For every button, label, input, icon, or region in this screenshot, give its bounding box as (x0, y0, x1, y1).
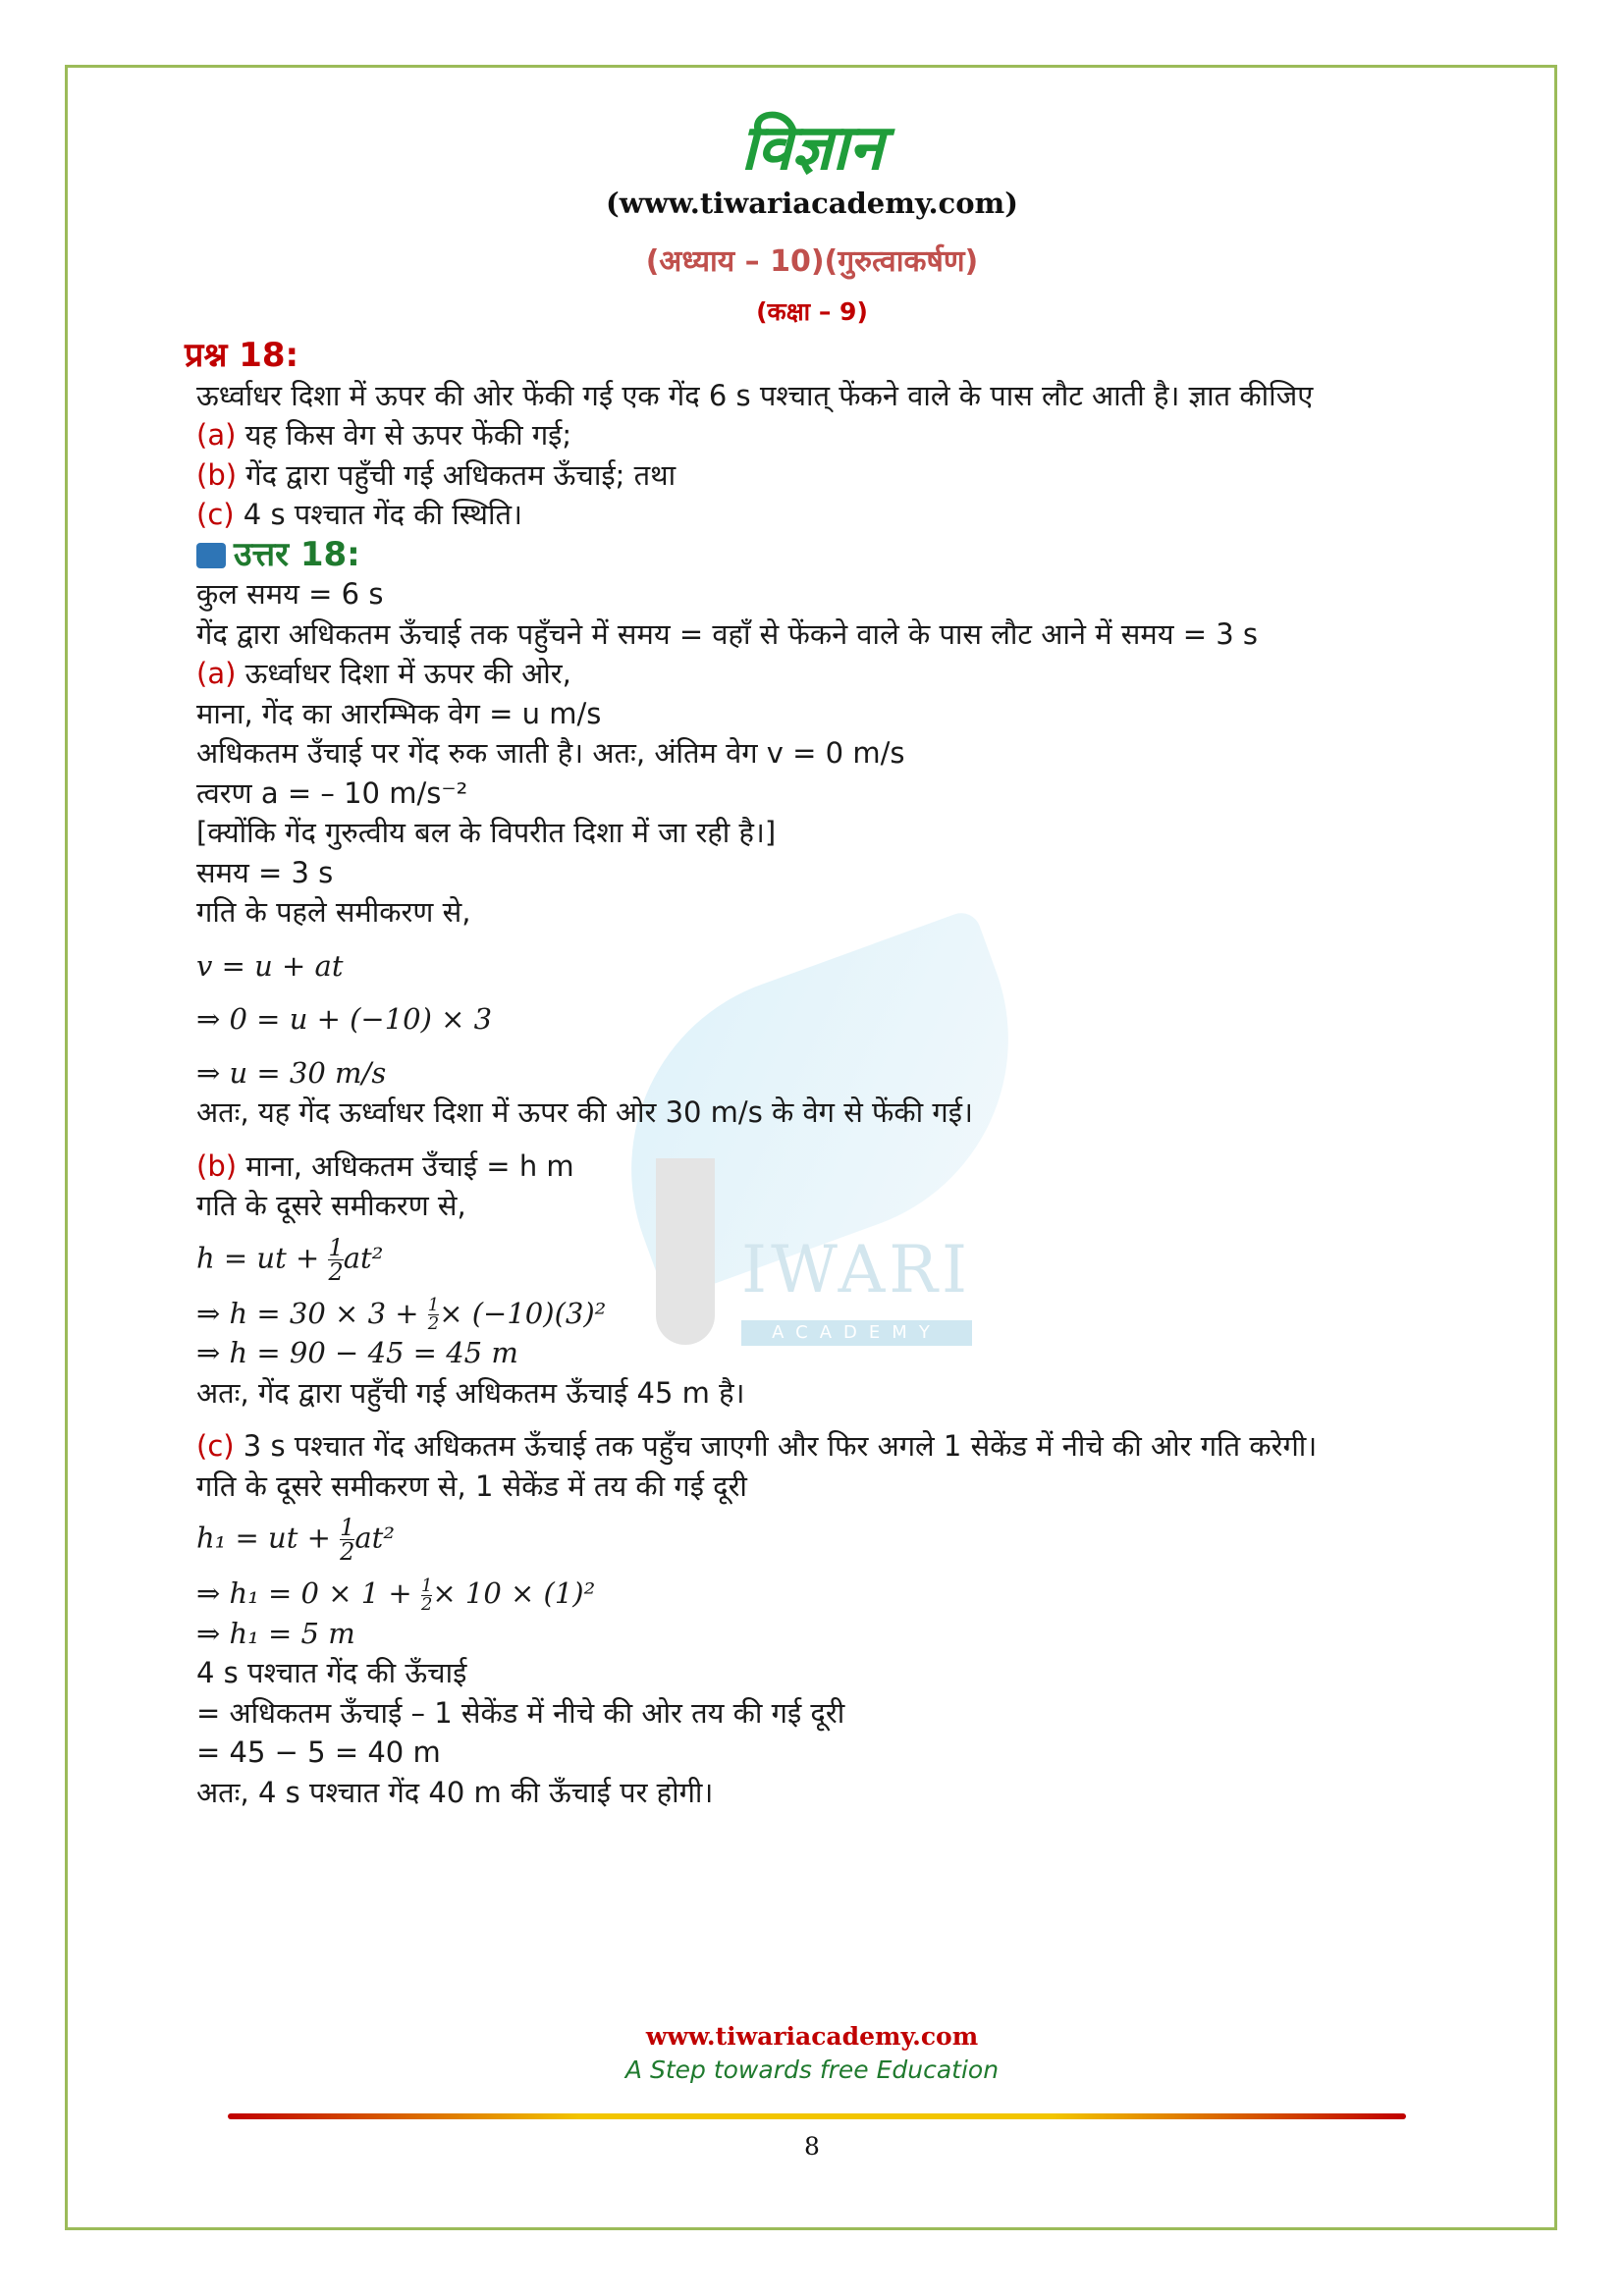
watermark-subtext: ACADEMY (741, 1320, 972, 1346)
header-website: (www.tiwariacademy.com) (606, 187, 1018, 220)
fraction: $\frac{1}{2}$ (328, 1233, 344, 1286)
equation: v = u + at (196, 948, 344, 983)
equation: ⇒ 0 = u + (−10) × 3 (196, 1002, 493, 1036)
fraction: $\frac{1}{2}$ (420, 1575, 433, 1615)
question-part: (a) यह किस वेग से ऊपर फेंकी गई; (196, 418, 572, 452)
equation: ⇒ h = 90 − 45 = 45 m (196, 1336, 518, 1369)
equation: ⇒ h = 30 × 3 + $\frac{1}{2}$ × (−10)(3)² (196, 1295, 607, 1334)
answer-line: [क्योंकि गेंद गुरुत्वीय बल के विपरीत दिशा में जा रही है।] (196, 816, 777, 849)
question-text: ऊर्ध्वाधर दिशा में ऊपर की ओर फेंकी गई एक गेंद 6 s पश्चात् फेंकने वाले के पास लौट आती है। ज्ञात कीजिए (196, 378, 1314, 412)
page-number: 8 (804, 2132, 820, 2161)
answer-line: अधिकतम उँचाई पर गेंद रुक जाती है। अतः, अंतिम वेग v = 0 m/s (196, 736, 905, 770)
answer-line: अतः, गेंद द्वारा पहुँची गई अधिकतम ऊँचाई 45 m है। (196, 1375, 745, 1410)
answer-heading: उत्तर 18: (196, 535, 1434, 575)
footer-website[interactable]: www.tiwariacademy.com (645, 2022, 979, 2051)
answer-line: 4 s पश्चात गेंद की ऊँचाई (196, 1656, 467, 1689)
answer-line: गेंद द्वारा अधिकतम ऊँचाई तक पहुँचने में समय = वहाँ से फेंकने वाले के पास लौट आने में समय = 3 s (196, 616, 1259, 651)
equation: h = ut + $\frac{1}{2}$ at² (196, 1233, 384, 1286)
answer-line: = अधिकतम ऊँचाई – 1 सेकेंड में नीचे की ओर तय की गई दूरी (196, 1695, 845, 1730)
answer-line: त्वरण a = – 10 m/s⁻² (196, 775, 468, 810)
content-body (185, 336, 1434, 1812)
class-label: (कक्षा – 9) (756, 297, 868, 326)
answer-line: (b) माना, अधिकतम उँचाई = h m (196, 1148, 574, 1183)
equation: ⇒ h₁ = 5 m (196, 1616, 355, 1650)
book-icon (196, 543, 226, 568)
answer-line: (c) 3 s पश्चात गेंद अधिकतम ऊँचाई तक पहुँच जाएगी और फिर अगले 1 सेकेंड में नीचे की ओर गति करेगी। (196, 1429, 1318, 1463)
equation: ⇒ h₁ = 0 × 1 + $\frac{1}{2}$ × 10 × (1)² (196, 1575, 596, 1615)
chapter-heading: (अध्याय – 10)(गुरुत्वाकर्षण) (645, 244, 979, 279)
footer-tagline: A Step towards free Education (624, 2056, 1000, 2084)
answer-line: गति के पहले समीकरण से, (196, 895, 471, 929)
answer-line: (a) ऊर्ध्वाधर दिशा में ऊपर की ओर, (196, 657, 571, 690)
answer-line: अतः, 4 s पश्चात गेंद 40 m की ऊँचाई पर होगी। (196, 1775, 714, 1809)
answer-line: अतः, यह गेंद ऊर्ध्वाधर दिशा में ऊपर की ओर 30 m/s के वेग से फेंकी गई। (196, 1095, 973, 1129)
footer-divider (228, 2113, 1406, 2119)
answer-line: माना, गेंद का आरम्भिक वेग = u m/s (196, 696, 602, 730)
fraction: $\frac{1}{2}$ (427, 1295, 440, 1334)
answer-line: = 45 − 5 = 40 m (196, 1735, 441, 1769)
question-part: (c) 4 s पश्चात गेंद की स्थिति। (196, 498, 522, 531)
question-part: (b) गेंद द्वारा पहुँची गई अधिकतम ऊँचाई; तथा (196, 457, 677, 492)
equation: ⇒ u = 30 m/s (196, 1055, 387, 1090)
answer-line: समय = 3 s (196, 855, 334, 889)
equation: h₁ = ut + $\frac{1}{2}$ at² (196, 1514, 395, 1566)
answer-line: कुल समय = 6 s (196, 577, 384, 611)
question-heading: प्रश्न 18: (185, 336, 299, 375)
answer-line: गति के दूसरे समीकरण से, 1 सेकेंड में तय की गई दूरी (196, 1468, 747, 1503)
page-title: विज्ञान (740, 112, 884, 185)
watermark-text: IWARI (741, 1232, 972, 1308)
fraction: $\frac{1}{2}$ (340, 1514, 355, 1566)
answer-line: गति के दूसरे समीकरण से, (196, 1189, 466, 1222)
